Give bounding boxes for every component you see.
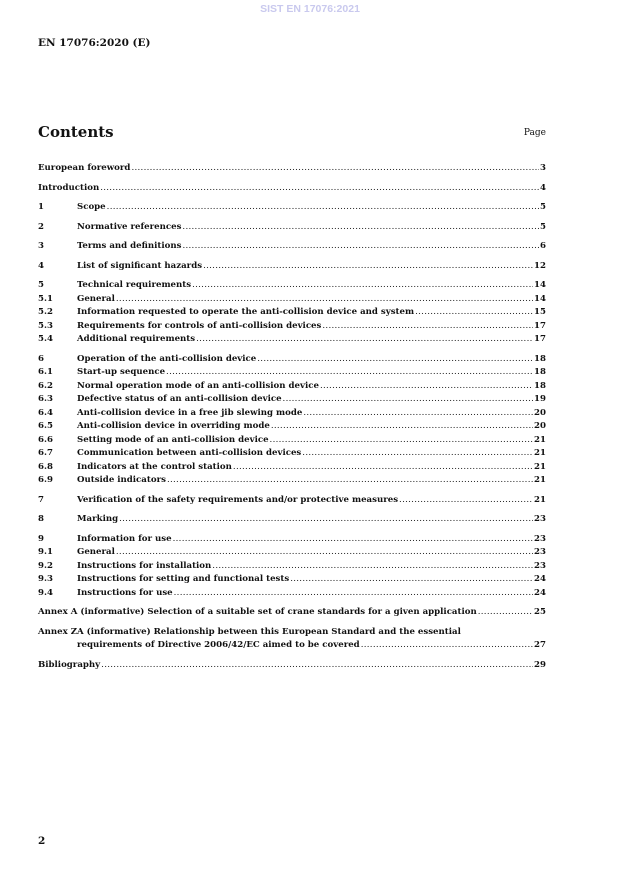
toc-entry[interactable] <box>38 320 546 334</box>
toc-entry[interactable] <box>38 407 546 421</box>
toc-entry-title: Normal operation mode of an anti-collision device <box>77 380 319 391</box>
toc-entry-page: 23 <box>534 533 546 544</box>
toc-entry-page: 18 <box>534 380 546 391</box>
dot-leader <box>290 573 533 587</box>
toc-entry-title: Communication between anti-collision devices <box>77 448 302 458</box>
toc-entry-title: Additional requirements <box>77 334 196 344</box>
dot-leader <box>131 162 539 176</box>
dot-leader <box>167 474 533 488</box>
toc-entry-page: 21 <box>534 448 546 458</box>
toc-entry-title: General <box>77 547 115 557</box>
toc-entry-title: Operation of the anti-collision device <box>77 353 257 364</box>
toc-entry-title: Instructions for installation <box>77 560 212 571</box>
toc-entry-page: 15 <box>534 307 546 317</box>
dot-leader <box>302 447 533 461</box>
toc-entry[interactable] <box>38 353 546 367</box>
toc-entry-number: 1 <box>38 202 44 212</box>
toc-entry-number: 6.1 <box>38 367 53 377</box>
dot-leader <box>100 182 539 196</box>
toc-entry-number: 6.3 <box>38 394 53 404</box>
dot-leader <box>166 366 533 380</box>
toc-entry[interactable] <box>38 461 546 475</box>
toc-entry-number: 6.6 <box>38 434 53 445</box>
toc-entry[interactable] <box>38 366 546 380</box>
toc-entry-title: European foreword <box>38 163 131 173</box>
toc-entry-number: 6.8 <box>38 461 53 472</box>
dot-leader <box>320 380 533 394</box>
dot-leader <box>233 461 533 475</box>
toc-entry-number: 5.2 <box>38 307 53 317</box>
toc-entry[interactable] <box>38 201 546 215</box>
toc-entry-page: 21 <box>534 461 546 472</box>
dot-leader <box>119 513 533 527</box>
toc-entry-page: 23 <box>534 560 546 571</box>
toc-entry[interactable] <box>38 182 546 196</box>
page-number: 2 <box>38 835 46 847</box>
toc-entry-page: 17 <box>534 334 546 344</box>
toc-entry-page: 27 <box>534 640 546 650</box>
toc-entry-page: 20 <box>534 421 546 431</box>
toc-entry-page: 14 <box>534 293 546 304</box>
toc-entry-number: 2 <box>38 221 44 232</box>
toc-entry-title: Setting mode of an anti-collision device <box>77 434 269 445</box>
toc-entry-page: 23 <box>534 514 546 524</box>
dot-leader <box>257 353 533 367</box>
dot-leader <box>271 420 533 434</box>
toc-entry-title: Scope <box>77 202 106 212</box>
dot-leader <box>116 546 533 560</box>
toc-entry[interactable] <box>38 560 546 574</box>
toc-entry-title-line2 <box>38 639 546 653</box>
toc-entry-title: Terms and definitions <box>77 241 182 251</box>
toc-entry[interactable] <box>38 333 546 347</box>
toc-entry[interactable] <box>38 474 546 488</box>
toc-entry-number: 8 <box>38 514 44 524</box>
toc-entry-number: 6.2 <box>38 380 53 391</box>
toc-entry-page: 4 <box>540 182 546 193</box>
toc-entry-title: Introduction <box>38 182 100 193</box>
toc-entry-number: 5.3 <box>38 320 53 331</box>
toc-entry-title: Start-up sequence <box>77 367 166 377</box>
toc-entry-title: Information requested to operate the anti-collision device and system <box>77 307 415 317</box>
toc-entry-number: 6.5 <box>38 421 53 431</box>
toc-entry[interactable] <box>38 393 546 407</box>
dot-leader <box>322 320 533 334</box>
toc-entry[interactable] <box>38 279 546 293</box>
toc-entry-page: 3 <box>540 163 546 173</box>
toc-entry-page: 6 <box>540 241 546 251</box>
toc-entry[interactable] <box>38 513 546 527</box>
toc-entry-title: List of significant hazards <box>77 260 203 271</box>
toc-entry-page: 24 <box>534 574 546 584</box>
toc-entry-title: Verification of the safety requirements and/or protective measures <box>77 494 399 505</box>
toc-entry-page: 18 <box>534 353 546 364</box>
toc-entry-page: 23 <box>534 547 546 557</box>
toc-entry-title: Requirements for controls of anti-collision devices <box>77 320 322 331</box>
table-of-contents <box>38 156 546 672</box>
dot-leader <box>270 434 533 448</box>
toc-entry-title: Anti-collision device in a free jib slewing mode <box>77 407 303 418</box>
dot-leader <box>478 606 533 620</box>
toc-entry-title: Information for use <box>77 533 172 544</box>
toc-entry-page: 19 <box>534 394 546 404</box>
toc-entry-page: 21 <box>534 494 546 505</box>
dot-leader <box>196 333 533 347</box>
toc-entry[interactable] <box>38 240 546 254</box>
toc-entry[interactable] <box>38 494 546 508</box>
toc-entry-number: 9.4 <box>38 587 53 598</box>
dot-leader <box>415 306 533 320</box>
toc-entry-title: requirements of Directive 2006/42/EC aimed to be covered <box>77 640 360 650</box>
toc-entry-number: 9.1 <box>38 547 53 557</box>
toc-entry-title: Defective status of an anti-collision device <box>77 394 282 404</box>
toc-entry-number: 6 <box>38 353 44 364</box>
toc-entry-page: 14 <box>534 280 546 290</box>
toc-entry[interactable] <box>38 659 546 673</box>
toc-entry-number: 7 <box>38 494 44 505</box>
toc-entry-annex-za[interactable] <box>38 626 546 653</box>
toc-entry[interactable] <box>38 380 546 394</box>
dot-leader <box>107 201 539 215</box>
toc-entry-title: Instructions for use <box>77 587 173 598</box>
contents-title: Contents <box>38 123 114 141</box>
toc-entry[interactable] <box>38 573 546 587</box>
toc-entry-title: Outside indicators <box>77 475 166 485</box>
toc-entry[interactable] <box>38 162 546 176</box>
toc-entry[interactable] <box>38 221 546 235</box>
toc-entry-number: 9.2 <box>38 560 53 571</box>
toc-entry-number: 6.9 <box>38 475 53 485</box>
dot-leader <box>173 533 533 547</box>
dot-leader <box>203 260 533 274</box>
toc-entry-number: 9 <box>38 533 44 544</box>
toc-entry-number: 3 <box>38 241 44 251</box>
toc-entry[interactable] <box>38 260 546 274</box>
toc-entry-page: 25 <box>534 607 546 617</box>
page-column-label: Page <box>523 128 546 138</box>
dot-leader <box>399 494 533 508</box>
toc-entry-title: Anti-collision device in overriding mode <box>77 421 270 431</box>
dot-leader <box>182 240 539 254</box>
toc-entry-number: 5 <box>38 280 44 290</box>
toc-entry-page: 12 <box>534 260 546 271</box>
toc-entry-page: 20 <box>534 407 546 418</box>
dot-leader <box>182 221 539 235</box>
document-header: EN 17076:2020 (E) <box>38 37 151 49</box>
dot-leader <box>212 560 533 574</box>
toc-entry-number: 5.1 <box>38 293 53 304</box>
toc-entry[interactable] <box>38 606 546 620</box>
toc-entry-page: 17 <box>534 320 546 331</box>
toc-entry-page: 21 <box>534 434 546 445</box>
watermark: SIST EN 17076:2021 <box>260 3 360 15</box>
dot-leader <box>283 393 533 407</box>
toc-entry-title: Marking <box>77 514 119 524</box>
toc-entry-number: 6.7 <box>38 448 53 458</box>
toc-entry-number: 6.4 <box>38 407 53 418</box>
toc-entry-title: Bibliography <box>38 659 101 670</box>
dot-leader <box>361 639 533 653</box>
toc-entry-number: 5.4 <box>38 334 53 344</box>
toc-entry[interactable] <box>38 293 546 307</box>
toc-entry[interactable] <box>38 447 546 461</box>
toc-entry[interactable] <box>38 434 546 448</box>
toc-entry-title: Annex A (informative) Selection of a suitable set of crane standards for a given application <box>38 607 477 617</box>
toc-entry[interactable] <box>38 306 546 320</box>
toc-entry-page: 5 <box>540 202 546 212</box>
dot-leader <box>101 659 533 673</box>
toc-entry[interactable] <box>38 420 546 434</box>
toc-entry[interactable] <box>38 587 546 601</box>
dot-leader <box>303 407 533 421</box>
toc-entry-page: 29 <box>534 659 546 670</box>
dot-leader <box>192 279 533 293</box>
toc-entry[interactable] <box>38 546 546 560</box>
toc-entry-page: 5 <box>540 221 546 232</box>
toc-entry-title: Normative references <box>77 221 182 232</box>
toc-entry[interactable] <box>38 533 546 547</box>
toc-entry-title: Instructions for setting and functional tests <box>77 574 290 584</box>
dot-leader <box>174 587 533 601</box>
toc-entry-page: 18 <box>534 367 546 377</box>
dot-leader <box>116 293 533 307</box>
toc-entry-number: 4 <box>38 260 44 271</box>
toc-entry-number: 9.3 <box>38 574 53 584</box>
toc-entry-page: 21 <box>534 475 546 485</box>
toc-entry-title: Technical requirements <box>77 280 192 290</box>
toc-entry-page: 24 <box>534 587 546 598</box>
toc-entry-title: General <box>77 293 115 304</box>
toc-entry-title-line1: Annex ZA (informative) Relationship between this European Standard and the essential <box>38 626 461 637</box>
toc-entry-title: Indicators at the control station <box>77 461 232 472</box>
